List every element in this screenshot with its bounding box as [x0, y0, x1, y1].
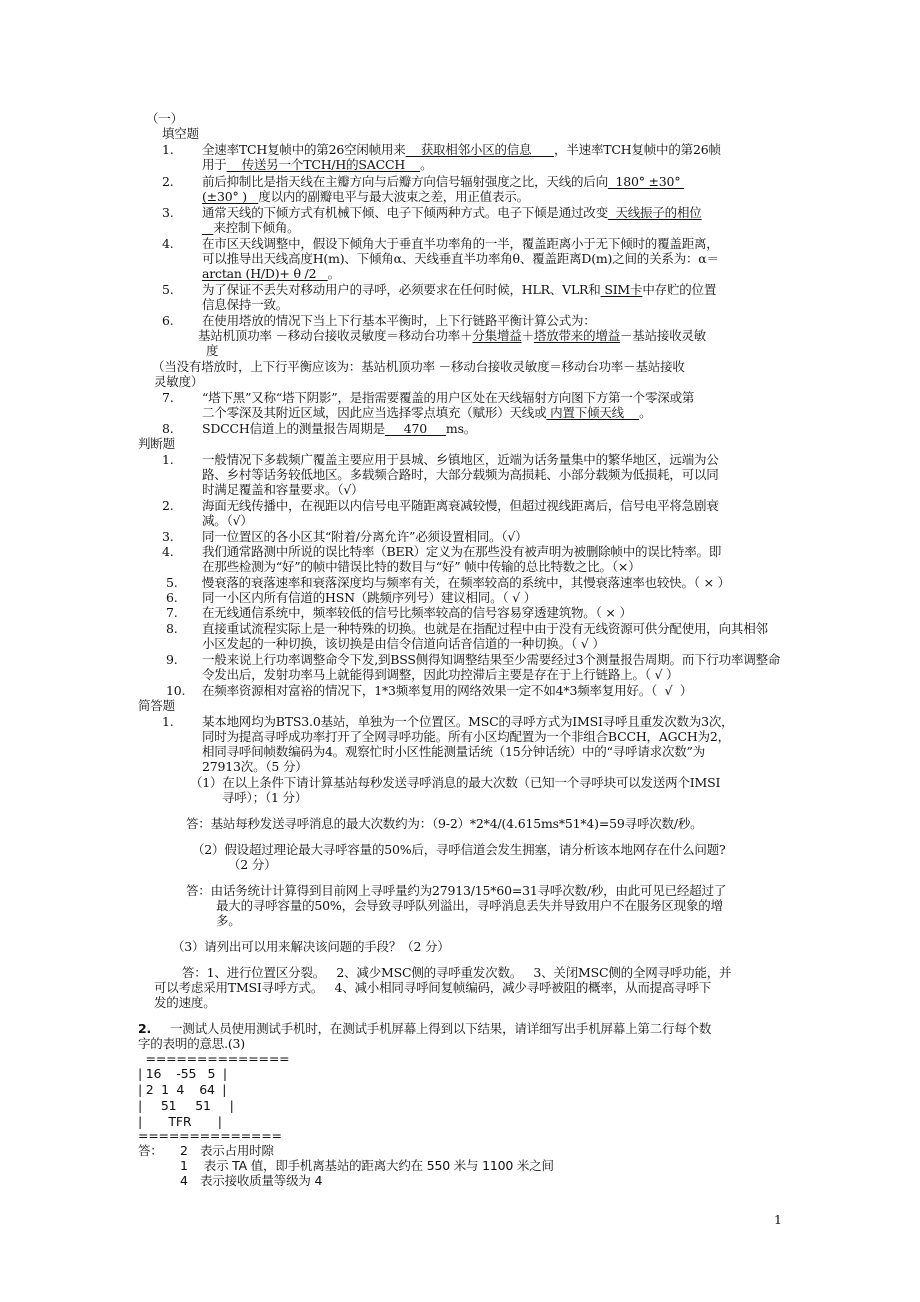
- fill-item-1-line1: 1. 全速率TCH复帧中的第26空闲帧用来 获取相邻小区的信息 ，半速率TCH复帧中的第26帧: [162, 142, 721, 157]
- tf-item-6-line1: 6. 同一小区内所有信道的HSN（跳频序列号）建议相同。（ √ ）: [166, 590, 537, 605]
- tf-item-10-line1: 10. 在频率资源相对富裕的情况下，1*3频率复用的网络效果一定不如4*3频率复用好。（ √ ）: [166, 683, 693, 698]
- fill-item-6-line2: 基站机顶功率 －移动台接收灵敏度＝移动台功率＋分集增益＋塔放带来的增益－基站接收灵敏: [198, 328, 707, 343]
- short-answer-heading: 简答题: [138, 698, 175, 713]
- true-false-heading: 判断题: [138, 436, 175, 451]
- page-number: 1: [774, 1212, 782, 1227]
- answer-blank: SIM卡: [600, 282, 643, 297]
- phone-screen-line5: | TFR |: [138, 1114, 222, 1129]
- answer-blank: 内置下倾天线: [546, 405, 640, 420]
- fill-item-2-line2: (±30° ) 度以内的副瓣电平与最大波束之差，用正值表示。: [202, 189, 529, 204]
- tf-item-8-line1: 8. 直接重试流程实际上是一种特殊的切换。也就是在指配过程中由于没有无线资源可供分配使用，向其相邻: [166, 621, 768, 636]
- tf-item-4-line2: 在那些检测为“好”的帧中错误比特的数目与“好” 帧中传输的总比特数之比。（×）: [202, 559, 641, 574]
- answer-blank: 180° ±30°: [607, 174, 685, 189]
- tf-item-2-line2: 减。（√）: [202, 513, 253, 528]
- tf-item-2-line1: 2. 海面无线传播中，在视距以内信号电平随距离衰减较慢，但超过视线距离后，信号电平将急剧衰: [162, 498, 719, 513]
- sa-q1-sub3: （3）请列出可以用来解决该问题的手段？（2 分）: [172, 939, 450, 954]
- fill-item-8-line1: 8. SDCCH信道上的测量报告周期是 470 ms。: [162, 421, 477, 436]
- answer-blank: 传送另一个TCH/H的SACCH: [226, 157, 421, 172]
- answer-blank: 塔放带来的增益: [533, 328, 620, 343]
- answer-blank: 470: [384, 421, 446, 436]
- answer-blank: (±30° ): [202, 189, 259, 204]
- tf-item-1-line2: 路、乡村等话务较低地区。多载频合路时，大部分载频为高损耗、小部分载频为低损耗，可以同: [202, 467, 719, 482]
- tf-item-1-line3: 时满足覆盖和容量要求。（√）: [202, 482, 364, 497]
- sa-q1-line4: 27913次。（5 分）: [202, 759, 308, 774]
- answer-blank: arctan (H/D)+ θ /2: [202, 266, 328, 281]
- sa-q1-answer3-line1: 答：1、进行位置区分裂。 2、减少MSC侧的寻呼重发次数。 3、关闭MSC侧的全网寻呼功能，并: [182, 965, 732, 980]
- phone-screen-line3: | 2 1 4 64 |: [138, 1082, 227, 1097]
- fill-item-3-line1: 3. 通常天线的下倾方式有机械下倾、电子下倾两种方式。电子下倾是通过改变 天线振子的相位: [162, 205, 702, 220]
- phone-screen-line6: ==============: [138, 1128, 282, 1143]
- answer-blank: 分集增益: [472, 328, 522, 343]
- sa-q1-sub2-line2: （2 分）: [228, 857, 277, 872]
- sa-q2-line1: 2. 一测试人员使用测试手机时，在测试手机屏幕上得到以下结果，请详细写出手机屏幕上第二行每个数: [138, 1021, 712, 1036]
- sa-q1-answer2-line3: 多。: [216, 913, 241, 928]
- sa-q1-line2: 同时为提高寻呼成功率打开了全网寻呼功能。所有小区均配置为一个非组合BCCH，AGCH为2，: [202, 729, 730, 744]
- fill-item-6-line1: 6. 在使用塔放的情况下当上下行基本平衡时，上下行链路平衡计算公式为：: [162, 313, 596, 328]
- sa-q1-line3: 相同寻呼间帧数编码为4。观察忙时小区性能测量话统（15分钟话统）中的“寻呼请求次数”为: [202, 744, 706, 759]
- sa-q2-answer-label: 答：: [138, 1143, 163, 1158]
- fill-item-2-line1: 2. 前后抑制比是指天线在主瓣方向与后瓣方向信号辐射强度之比，天线的后向 180° ±30°: [162, 174, 685, 189]
- sa-q1-answer3-line2: 可以考虑采用TMSI寻呼方式。 4、减小相同寻呼间复帧编码，减少寻呼被阻的概率，从而提高寻呼下: [154, 980, 712, 995]
- sa-q1-answer3-line3: 发的速度。: [154, 995, 216, 1010]
- fill-item-7-line1: 7. “塔下黑”又称“塔下阴影”，是指需要覆盖的用户区处在天线辐射方向图下方第一个零深或第: [162, 390, 695, 405]
- sa-q2-answer-3: 4 表示接收质量等级为 4: [180, 1173, 323, 1188]
- sa-q1-answer2-line1: 答：由话务统计计算得到目前网上寻呼量约为27913/15*60=31寻呼次数/秒，由此可见已经超过了: [186, 883, 727, 898]
- answer-blank: [202, 220, 213, 235]
- tf-item-5-line1: 5. 慢衰落的衰落速率和衰落深度均与频率有关，在频率较高的系统中，其慢衰落速率也较快。（ × ）: [166, 575, 730, 590]
- sa-q2-line2: 字的表明的意思.(3): [138, 1036, 245, 1051]
- phone-screen-line1: ==============: [138, 1051, 290, 1066]
- fill-item-3-line2: 来控制下倾角。: [202, 220, 299, 235]
- fill-item-1-line2: 用于 传送另一个TCH/H的SACCH 。: [202, 157, 433, 172]
- sa-q1-sub2-line1: （2）假设超过理论最大寻呼容量的50%后，寻呼信道会发生拥塞，请分析该本地网存在什么问题?: [192, 842, 726, 857]
- tf-item-1-line1: 1. 一般情况下多载频广覆盖主要应用于县城、乡镇地区，近端为话务量集中的繁华地区，远端为公: [162, 452, 719, 467]
- fill-item-4-line1: 4. 在市区天线调整中，假设下倾角大于垂直半功率角的一半，覆盖距离小于无下倾时的覆盖距离，: [162, 236, 719, 251]
- answer-blank: 天线振子的相位: [607, 205, 702, 220]
- sa-q1-line1: 1. 某本地网均为BTS3.0基站，单独为一个位置区。MSC的寻呼方式为IMSI寻呼且重发次数为3次，: [162, 714, 734, 729]
- sa-q1-answer1: 答：基站每秒发送寻呼消息的最大次数约为：（9-2）*2*4/(4.615ms*51*4)=59寻呼次数/秒。: [186, 816, 703, 831]
- fill-item-6-note-line1: （当没有塔放时，上下行平衡应该为：基站机顶功率 －移动台接收灵敏度＝移动台功率－基站接收: [152, 359, 685, 374]
- phone-screen-line2: | 16 -55 5 |: [138, 1066, 227, 1081]
- fill-blank-heading: 填空题: [162, 126, 199, 141]
- sa-q1-answer2-line2: 最大的寻呼容量的50%，会导致寻呼队列溢出，寻呼消息丢失并导致用户不在服务区现象的增: [216, 898, 723, 913]
- phone-screen-line4: | 51 51 |: [138, 1098, 234, 1113]
- fill-item-7-line2: 二个零深及其附近区域，因此应当选择零点填充（赋形）天线或 内置下倾天线 。: [202, 405, 652, 420]
- tf-item-4-line1: 4. 我们通常路测中所说的误比特率（BER）定义为在那些没有被声明为被删除帧中的误比特率。即: [162, 544, 722, 559]
- tf-item-7-line1: 7. 在无线通信系统中，频率较低的信号比频率较高的信号容易穿透建筑物。（ × ）: [166, 605, 632, 620]
- fill-item-6-line3: 度: [206, 343, 219, 358]
- tf-item-8-line2: 小区发起的一种切换，该切换是由信令信道向话音信道的一种切换。（ √ ）: [202, 636, 605, 651]
- sa-q1-sub1-line1: （1）在以上条件下请计算基站每秒发送寻呼消息的最大次数（已知一个寻呼块可以发送两个IMSI: [190, 775, 721, 790]
- fill-item-5-line1: 5. 为了保证不丢失对移动用户的寻呼，必须要求在任何时候，HLR、VLR和 SIM卡中存贮的位置: [162, 282, 717, 297]
- fill-item-4-line3: arctan (H/D)+ θ /2 。: [202, 266, 340, 281]
- answer-blank: 获取相邻小区的信息: [405, 142, 555, 157]
- section-title: （一）: [146, 111, 183, 126]
- sa-q2-answer-2: 1 表示 TA 值，即手机离基站的距离大约在 550 米与 1100 米之间: [180, 1158, 554, 1173]
- tf-item-9-line2: 令发出后，发射功率马上就能得到调整，因此功控滞后主要是存在于上行链路上。（ √ ）: [202, 667, 679, 682]
- fill-item-6-note-line2: 灵敏度）: [154, 374, 204, 389]
- sa-q1-sub1-line2: 寻呼）；（1 分）: [222, 790, 308, 805]
- tf-item-9-line1: 9. 一般来说上行功率调整命令下发,到BSS侧得知调整结果至少需要经过3个测量报告周期。而下行功率调整命: [166, 652, 781, 667]
- tf-item-3-line1: 3. 同一位置区的各小区其“附着/分离允许”必须设置相同。（√）: [162, 529, 528, 544]
- fill-item-4-line2: 可以推导出天线高度H(m)、下倾角α、天线垂直半功率角θ、覆盖距离D(m)之间的关系为：α＝: [202, 251, 719, 266]
- sa-q2-answer-1: 2 表示占用时隙: [180, 1143, 274, 1158]
- fill-item-5-line2: 信息保持一致。: [202, 297, 289, 312]
